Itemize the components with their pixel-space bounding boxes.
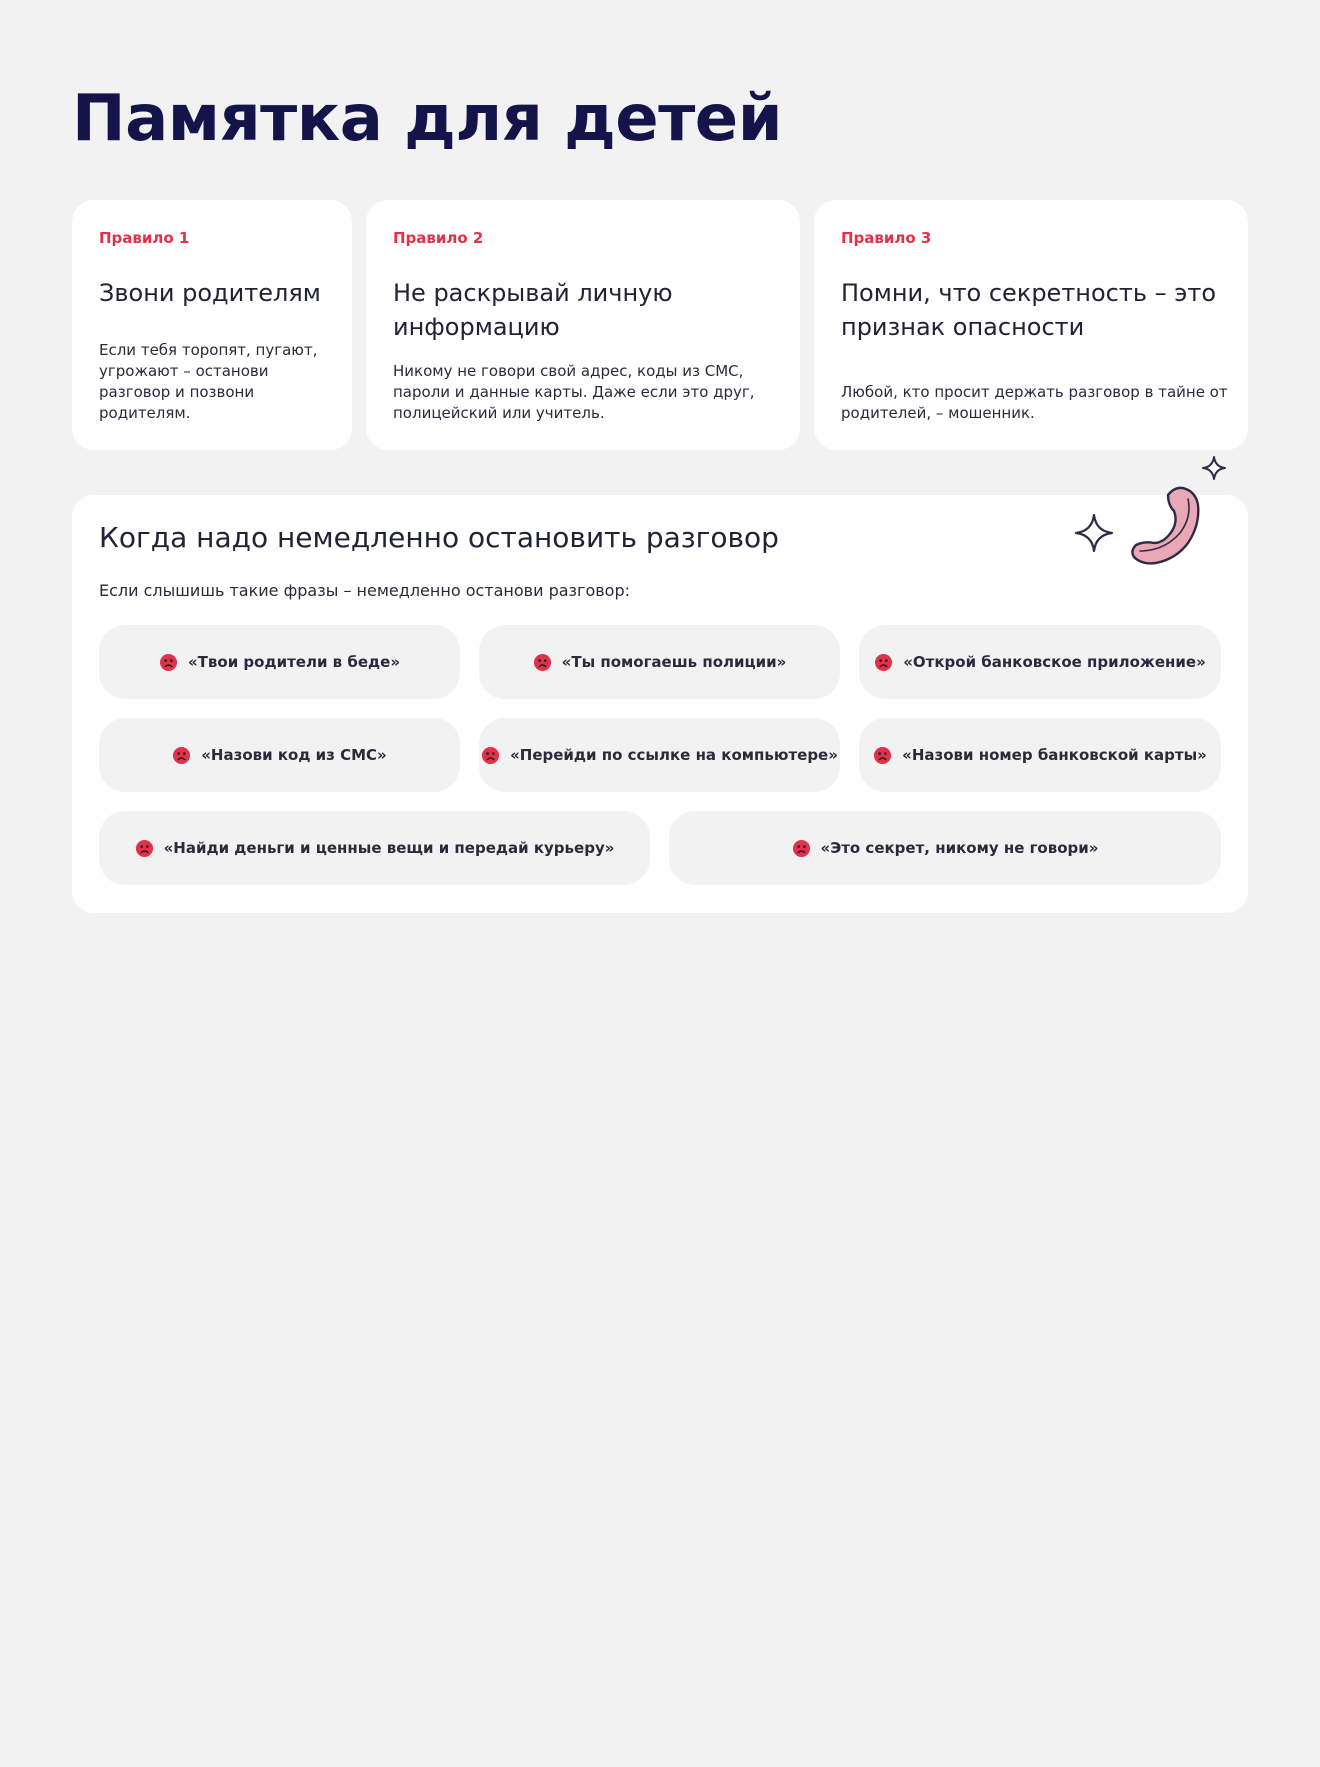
page-title: Памятка для детей [72, 82, 783, 156]
warning-phrase [479, 625, 840, 699]
rule-title: Не раскрывай личную информацию [393, 279, 673, 341]
sparkle-icon [1076, 515, 1112, 551]
stop-section-subtitle: Если слышишь такие фразы – немедленно останови разговор: [99, 581, 630, 600]
phrase-text: «Перейди по ссылке на компьютере» [510, 746, 838, 764]
phrase-text: «Назови номер банковской карты» [902, 746, 1207, 764]
rule-card-3 [814, 200, 1248, 450]
rule-card-2 [366, 200, 800, 450]
rules-row [72, 200, 1248, 450]
rule-text: Любой, кто просит держать разговор в тайне от родителей, – мошенник. [841, 383, 1228, 422]
rule-label: Правило 2 [393, 229, 484, 247]
phrase-text: «Это секрет, никому не говори» [820, 839, 1099, 857]
rule-label: Правило 1 [99, 229, 190, 247]
sparkle-icon [1203, 457, 1225, 479]
sad-face-icon [792, 839, 811, 858]
rule-text: Если тебя торопят, пугают, угрожают – останови разговор и позвони родителям. [99, 341, 318, 422]
warning-phrase [99, 811, 650, 885]
rule-card-1 [72, 200, 352, 450]
stop-conversation-panel [72, 495, 1248, 913]
phrase-text: «Твои родители в беде» [187, 653, 401, 671]
sad-face-icon [533, 653, 552, 672]
sad-face-icon [874, 653, 893, 672]
rule-title: Помни, что секретность – это признак опасности [841, 279, 1217, 341]
sad-face-icon [481, 746, 500, 765]
sad-face-icon [135, 839, 154, 858]
sad-face-icon [159, 653, 178, 672]
phone-handset-icon [1132, 488, 1198, 564]
warning-phrase [859, 625, 1221, 699]
sad-face-icon [873, 746, 892, 765]
warning-phrase [859, 718, 1221, 792]
warning-phrase [99, 625, 460, 699]
phrase-text: «Открой банковское приложение» [903, 653, 1206, 671]
rule-text: Никому не говори свой адрес, коды из СМС, пароли и данные карты. Даже если это друг, полицейский или учитель. [393, 362, 755, 422]
sad-face-icon [172, 746, 191, 765]
warning-phrase [99, 718, 460, 792]
rule-title: Звони родителям [99, 279, 321, 307]
phrase-text: «Ты помогаешь полиции» [561, 653, 787, 671]
rule-label: Правило 3 [841, 229, 932, 247]
warning-phrase [479, 718, 840, 792]
warning-phrase [669, 811, 1221, 885]
phrase-text: «Назови код из СМС» [201, 746, 387, 764]
stop-section-title: Когда надо немедленно остановить разговор [99, 521, 779, 554]
phone-with-sparkles-icon [1072, 455, 1242, 575]
phrase-text: «Найди деньги и ценные вещи и передай курьеру» [163, 839, 615, 857]
